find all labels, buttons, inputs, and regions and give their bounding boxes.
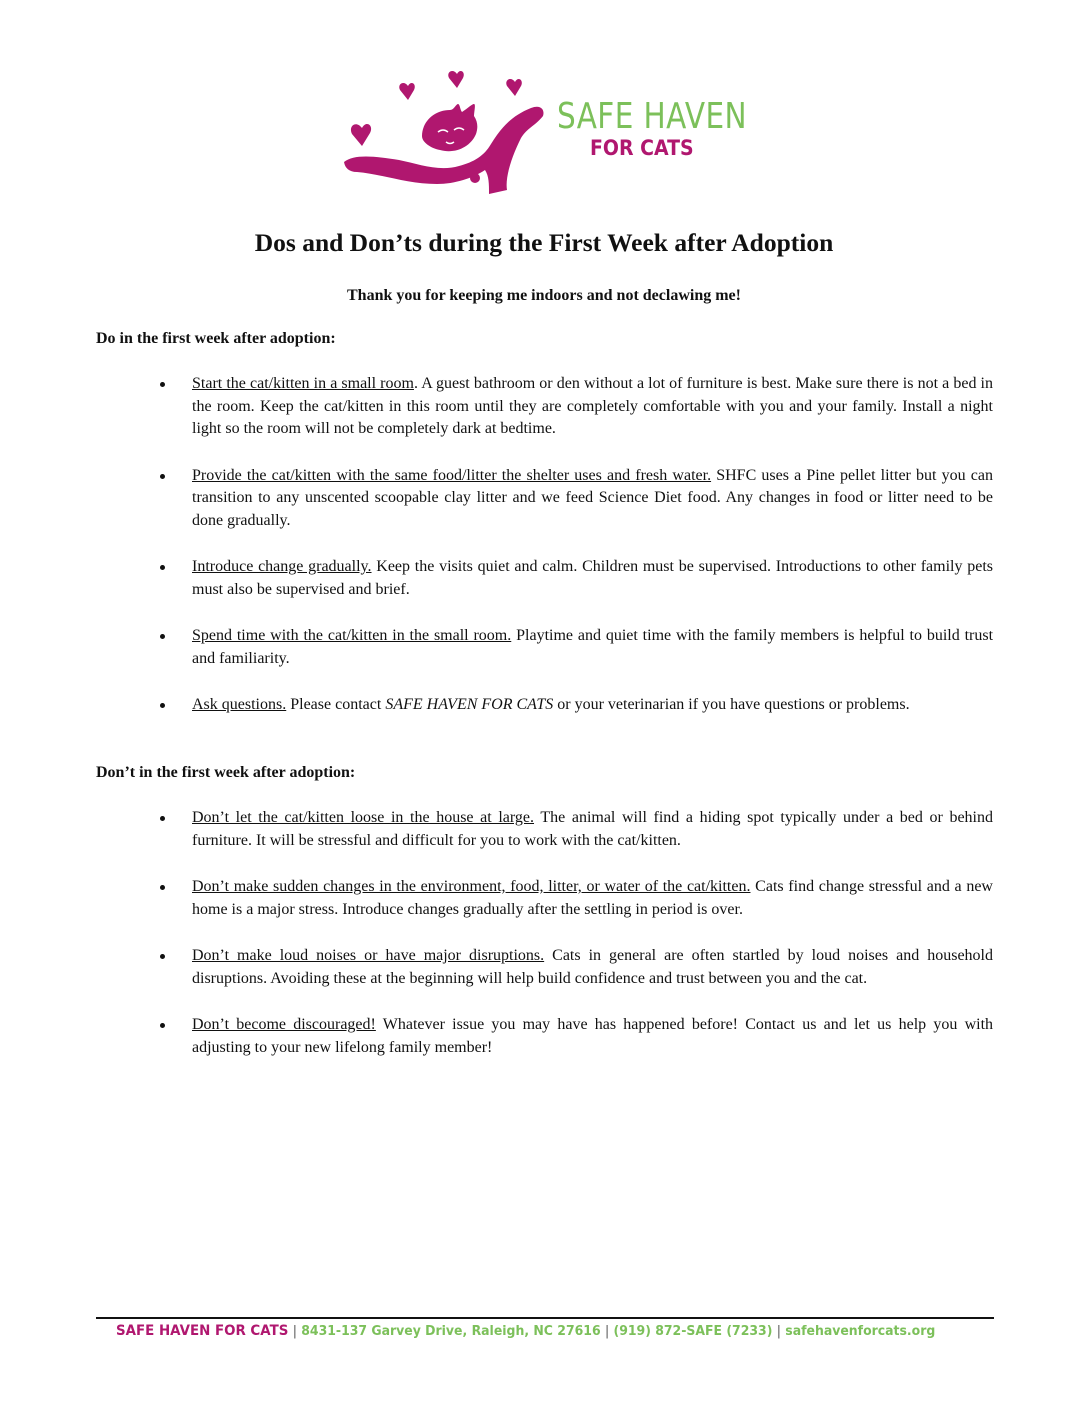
bullet-icon (160, 1023, 165, 1028)
list-item (160, 945, 993, 990)
do-section-heading: Do in the first week after adoption: (96, 330, 336, 347)
do-list (160, 373, 993, 741)
item-lead: Don’t become discouraged! (192, 1016, 376, 1033)
list-item (160, 1014, 993, 1059)
item-lead: Provide the cat/kitten with the same food/litter the shelter uses and fresh water. (192, 466, 712, 484)
item-italic-org: SAFE HAVEN FOR CATS (385, 696, 554, 713)
list-item (160, 373, 993, 441)
list-item (160, 465, 993, 533)
bullet-icon (160, 885, 165, 890)
item-text: Whatever issue you may have has happened before! Contact us and let us help you with adjusting to your new lifelong family member! (192, 1016, 994, 1056)
logo-text-for-cats: FOR CATS (590, 136, 694, 160)
bullet-icon (160, 634, 165, 639)
list-item (160, 876, 993, 921)
cat-hearts-logo-icon (340, 66, 555, 196)
footer-separator: | (292, 1324, 297, 1339)
item-text: Keep the visits quiet and calm. Children must be supervised. Introductions to other family pets must also be supervised and brief. (192, 558, 993, 598)
bullet-icon (160, 954, 165, 959)
item-text: Please contact (286, 696, 386, 713)
logo-text-safe-haven: SAFE HAVEN (557, 96, 748, 137)
item-lead: Don’t let the cat/kitten loose in the house at large. (192, 809, 535, 826)
item-lead: Start the cat/kitten in a small room (192, 375, 414, 392)
footer-phone: (919) 872-SAFE (7233) (613, 1324, 773, 1339)
dont-section-heading: Don’t in the first week after adoption: (96, 764, 356, 781)
item-text: The animal will find a hiding spot typically under a bed or behind furniture. It will be stressful and difficult for you to work with the cat/kitten. (192, 809, 994, 849)
item-lead: Ask questions. (192, 696, 287, 713)
item-lead: Introduce change gradually. (192, 558, 372, 575)
item-text: Cats find change stressful and a new home is a major stress. Introduce changes gradually after the settling in period is over. (192, 878, 993, 918)
footer-separator: | (604, 1324, 610, 1339)
item-text: Playtime and quiet time with the family members is helpful to build trust and familiarity. (192, 627, 994, 667)
footer (116, 1323, 935, 1339)
footer-org-name: SAFE HAVEN FOR CATS (116, 1323, 289, 1339)
footer-divider (96, 1317, 994, 1319)
item-text-continued: or your veterinarian if you have questions or problems. (553, 696, 910, 713)
safe-haven-logo (340, 66, 760, 196)
list-item (160, 625, 993, 670)
list-item (160, 556, 993, 601)
item-text: SHFC uses a Pine pellet litter but you can transition to any unscented scoopable clay litter and we feed Science Diet food. Any changes in food or litter need to be done gradually. (192, 466, 993, 529)
bullet-icon (160, 474, 165, 479)
list-item (160, 807, 993, 852)
page-title: Dos and Don’ts during the First Week after Adoption (254, 228, 834, 257)
item-text: . A guest bathroom or den without a lot of furniture is best. Make sure there is not a bed in the room. Keep the cat/kitten in this room until they are completely comfortable with you and your family. Install a night light so the room will not be completely dark at bedtime. (192, 375, 994, 437)
footer-website-link[interactable]: safehavenforcats.org (785, 1324, 936, 1339)
item-lead: Don’t make sudden changes in the environment, food, litter, or water of the cat/kitten. (192, 878, 751, 895)
subtitle: Thank you for keeping me indoors and not declawing me! (347, 287, 741, 304)
footer-separator: | (776, 1324, 781, 1339)
item-lead: Spend time with the cat/kitten in the small room. (192, 627, 512, 644)
bullet-icon (160, 565, 165, 570)
list-item (160, 694, 993, 717)
bullet-icon (160, 816, 165, 821)
item-text: Cats in general are often startled by loud noises and household disruptions. Avoiding these at the beginning will help build confidence and trust between you and the cat. (192, 947, 993, 987)
bullet-icon (160, 703, 165, 708)
dont-list (160, 807, 993, 1083)
bullet-icon (160, 382, 165, 387)
footer-address: 8431-137 Garvey Drive, Raleigh, NC 27616 (301, 1324, 601, 1339)
item-lead: Don’t make loud noises or have major disruptions. (192, 947, 545, 964)
